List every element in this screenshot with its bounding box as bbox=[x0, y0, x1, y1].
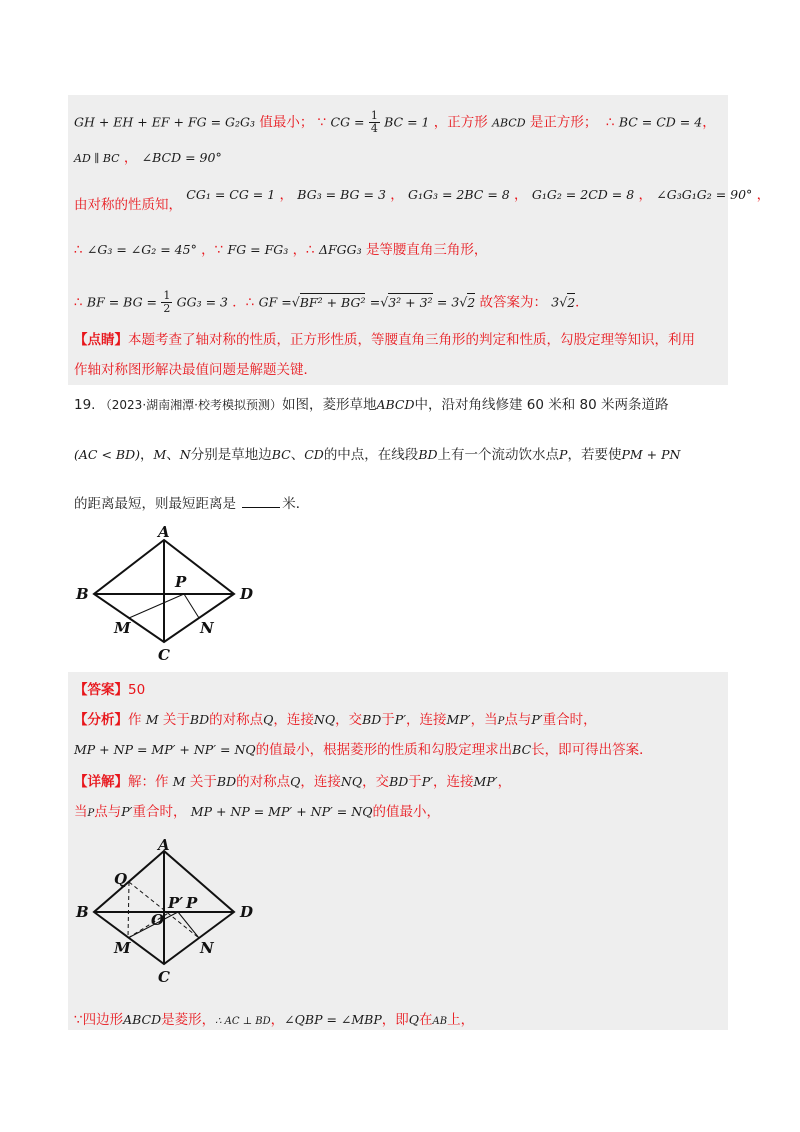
text: ，若要使 bbox=[567, 447, 622, 463]
text: ，连接 bbox=[433, 774, 474, 790]
text: 当 bbox=[74, 804, 88, 820]
vertex-a-label: A bbox=[158, 523, 170, 541]
answer-line bbox=[74, 680, 145, 700]
point-p-label: P bbox=[175, 573, 187, 591]
math-expr: BC bbox=[271, 447, 291, 462]
math-expr: G₁G₃ = 2BC = 8 bbox=[408, 187, 510, 202]
vertex-b-label: B bbox=[76, 585, 89, 603]
math-expr: 3² + 3² bbox=[388, 294, 433, 310]
sol-line-3 bbox=[74, 185, 771, 213]
math-expr: BF² + BG² bbox=[299, 294, 366, 310]
sol-line-2 bbox=[74, 148, 222, 169]
text: 的对称点 bbox=[236, 774, 291, 790]
separator: ， bbox=[514, 187, 528, 203]
math-expr: BC bbox=[512, 742, 532, 757]
text: 关于 bbox=[189, 774, 217, 790]
text: 上， bbox=[447, 1012, 475, 1028]
sol-line-1 bbox=[74, 110, 716, 135]
sqrt-sign: √ bbox=[459, 294, 468, 310]
text: ，∵ bbox=[201, 242, 224, 258]
question-line-3 bbox=[74, 494, 309, 514]
math-expr: BD bbox=[189, 712, 210, 727]
math-expr: Q bbox=[290, 774, 301, 789]
text: 的值最小， bbox=[372, 804, 440, 820]
text: ， bbox=[270, 1012, 285, 1028]
text: ，即 bbox=[381, 1012, 409, 1028]
text: 点与 bbox=[504, 712, 532, 728]
text: 解：作 bbox=[128, 774, 169, 790]
math-expr: P bbox=[559, 447, 568, 462]
segment-pm bbox=[129, 594, 184, 618]
vertex-c-label: C bbox=[158, 968, 170, 986]
math-expr: ABCD bbox=[376, 397, 415, 412]
math-expr: (AC < BD) bbox=[74, 447, 140, 462]
math-expr: BD bbox=[216, 774, 237, 789]
sol-line-5 bbox=[74, 290, 589, 315]
segment-pn bbox=[184, 594, 199, 618]
question-number: 19. bbox=[74, 397, 96, 413]
analysis-line-2 bbox=[74, 740, 653, 760]
point-o-label: O bbox=[151, 911, 165, 929]
math-expr: M bbox=[172, 774, 186, 789]
text: ，连接 bbox=[406, 712, 447, 728]
point-m-label: M bbox=[114, 939, 131, 957]
text: 分别是草地边 bbox=[190, 447, 272, 463]
detail-line-2 bbox=[74, 802, 440, 824]
math-expr: = 3 bbox=[436, 294, 460, 310]
math-expr: MP′ bbox=[473, 774, 498, 789]
math-expr: ∠G₃G₁G₂ = 90° bbox=[656, 187, 753, 202]
math-expr: CD bbox=[304, 447, 324, 462]
math-expr: BC = 1 bbox=[384, 114, 430, 130]
detail-line-1 bbox=[74, 772, 511, 792]
math-expr: M bbox=[153, 447, 167, 462]
sqrt-sign: √ bbox=[291, 294, 300, 310]
math-expr: 2 bbox=[467, 294, 476, 310]
rhombus-figure-2 bbox=[72, 836, 272, 986]
math-expr: NQ bbox=[340, 774, 363, 789]
text: 、 bbox=[290, 447, 305, 463]
comment-tag: 【点睛】 bbox=[74, 332, 128, 348]
analysis-tag: 【分析】 bbox=[74, 712, 128, 728]
sqrt-sign: √ bbox=[380, 294, 389, 310]
answer-tag: 【答案】 bbox=[74, 682, 128, 698]
math-expr: PM + PN bbox=[621, 447, 681, 462]
answer-value: 50 bbox=[128, 682, 146, 698]
text: 本题考查了轴对称的性质，正方形性质，等腰直角三角形的判定和性质，勾股定理等知识，利用 bbox=[128, 332, 695, 348]
math-expr: GF = bbox=[258, 294, 292, 310]
math-expr: GH + EH + EF + FG = G₂G₃ bbox=[74, 114, 256, 130]
math-expr: P′ bbox=[121, 804, 133, 819]
answer-expr: 3 bbox=[551, 294, 560, 310]
text: 故答案为： bbox=[479, 294, 547, 311]
denominator: 2 bbox=[163, 302, 171, 315]
text: ，正方形 bbox=[433, 114, 488, 131]
numerator: 1 bbox=[370, 109, 378, 122]
math-expr: BG₃ = BG = 3 bbox=[297, 187, 386, 202]
question-line-2 bbox=[74, 445, 680, 465]
detail-line-3 bbox=[74, 1010, 474, 1032]
math-expr: ∠QBP = ∠MBP bbox=[284, 1012, 382, 1027]
segment-qm-dashed bbox=[128, 882, 129, 938]
math-expr: BF = BG = bbox=[86, 294, 158, 310]
math-expr: P′ bbox=[394, 712, 407, 727]
math-expr: P′ bbox=[421, 774, 434, 789]
text: 重合时， bbox=[542, 712, 597, 728]
math-expr: BD bbox=[389, 774, 409, 789]
vertex-a-label: A bbox=[158, 836, 170, 854]
rhombus-figure-1 bbox=[72, 522, 272, 672]
math-expr: M bbox=[145, 712, 159, 727]
text: ． bbox=[575, 294, 589, 311]
math-expr: P′ bbox=[531, 712, 543, 727]
text: ，交 bbox=[335, 712, 363, 728]
text: ， bbox=[702, 114, 716, 131]
text: ，交 bbox=[362, 774, 390, 790]
math-expr: CG₁ = CG = 1 bbox=[186, 187, 276, 202]
separator: ， bbox=[390, 187, 404, 203]
point-m-label: M bbox=[114, 619, 131, 637]
text: 上有一个流动饮水点 bbox=[437, 447, 560, 463]
sol-line-7 bbox=[74, 360, 317, 380]
text: 中，沿对角线修建 60 米和 80 米两条道路 bbox=[414, 397, 669, 413]
math-expr: AD ∥ BC bbox=[74, 152, 120, 165]
text: 的中点，在线段 bbox=[323, 447, 419, 463]
point-p-label: P bbox=[186, 894, 198, 912]
point-p-prime-label: P′ bbox=[168, 894, 184, 912]
math-expr: BD bbox=[418, 447, 438, 462]
math-expr: NQ bbox=[313, 712, 336, 727]
text: 是菱形， bbox=[161, 1012, 216, 1028]
text: 的对称点 bbox=[209, 712, 264, 728]
point-n-label: N bbox=[200, 939, 214, 957]
text: ，连接 bbox=[300, 774, 341, 790]
because-symbol: ∵ bbox=[317, 114, 327, 131]
text: 、 bbox=[166, 447, 180, 463]
math-expr: P bbox=[87, 808, 95, 819]
text: 米． bbox=[282, 496, 310, 512]
point-q-label: Q bbox=[114, 870, 128, 888]
text: 如图，菱形草地 bbox=[281, 397, 377, 413]
text: 重合时， bbox=[132, 804, 187, 820]
vertex-b-label: B bbox=[76, 903, 89, 921]
text: ， bbox=[123, 150, 138, 166]
math-expr: ABCD bbox=[123, 1012, 162, 1027]
math-expr: ∠G₃ = ∠G₂ = 45° bbox=[86, 242, 197, 257]
segment-pn bbox=[178, 912, 199, 938]
separator: ， bbox=[279, 187, 293, 203]
math-expr: MP + NP = MP′ + NP′ = NQ bbox=[190, 804, 373, 819]
text: ， bbox=[497, 774, 512, 790]
text: 作 bbox=[128, 712, 142, 728]
math-expr: N bbox=[179, 447, 191, 462]
text: ．∴ bbox=[232, 294, 255, 311]
text: ，连接 bbox=[273, 712, 314, 728]
therefore-symbol: ∴ bbox=[74, 242, 83, 258]
text: 的距离最短，则最短距离是 bbox=[74, 496, 236, 512]
text: 于 bbox=[381, 712, 395, 728]
denominator: 4 bbox=[370, 122, 378, 135]
math-expr: ABCD bbox=[492, 116, 526, 130]
math-expr: Q bbox=[263, 712, 274, 727]
analysis-line-1 bbox=[74, 710, 597, 732]
vertex-c-label: C bbox=[158, 646, 170, 664]
numerator: 1 bbox=[163, 289, 171, 302]
text: 的值最小，根据菱形的性质和勾股定理求出 bbox=[255, 742, 513, 758]
text: 是等腰直角三角形， bbox=[365, 242, 488, 258]
math-expr: CG = bbox=[330, 114, 365, 130]
text: 是正方形； bbox=[529, 114, 598, 131]
math-expr: G₁G₂ = 2CD = 8 bbox=[531, 187, 635, 202]
math-expr: MP′ bbox=[446, 712, 471, 727]
math-expr: BC = CD = 4 bbox=[618, 114, 703, 130]
fraction bbox=[161, 290, 172, 315]
separator: ， bbox=[638, 187, 652, 203]
math-expr: GG₃ = 3 bbox=[176, 294, 228, 310]
math-expr: FG = FG₃ bbox=[227, 242, 289, 257]
question-line-1 bbox=[74, 395, 669, 415]
math-expr: BD bbox=[362, 712, 382, 727]
text: 在 bbox=[419, 1012, 433, 1028]
math-expr: MP + NP = MP′ + NP′ = NQ bbox=[74, 742, 256, 757]
text: 于 bbox=[408, 774, 422, 790]
point-n-label: N bbox=[200, 619, 214, 637]
fraction bbox=[369, 110, 380, 135]
vertex-d-label: D bbox=[240, 903, 254, 921]
detail-tag: 【详解】 bbox=[74, 774, 128, 790]
text: 作轴对称图形解决最值问题是解题关键． bbox=[74, 362, 317, 378]
answer-expr: 2 bbox=[567, 294, 576, 310]
math-expr: ∴ AC ⊥ BD bbox=[215, 1016, 271, 1027]
text: 关于 bbox=[162, 712, 190, 728]
math-expr: ∠BCD = 90° bbox=[141, 150, 222, 165]
sol-line-4 bbox=[74, 240, 487, 260]
math-expr: AB bbox=[432, 1016, 448, 1027]
question-source: （2023·湖南湘潭·校考模拟预测） bbox=[99, 398, 282, 412]
because-symbol: ∵ bbox=[74, 1012, 83, 1028]
answer-blank bbox=[242, 495, 280, 508]
text: 值最小； bbox=[259, 114, 314, 131]
math-expr: P bbox=[497, 716, 505, 727]
therefore-symbol: ∴ bbox=[74, 294, 83, 311]
math-expr: = bbox=[369, 294, 381, 310]
text: 长，即可得出答案． bbox=[531, 742, 653, 758]
sqrt-sign: √ bbox=[559, 294, 568, 310]
vertex-d-label: D bbox=[240, 585, 254, 603]
text: ， bbox=[139, 447, 154, 463]
text: 点与 bbox=[94, 804, 122, 820]
math-expr: ΔFGG₃ bbox=[318, 242, 362, 257]
therefore-symbol: ∴ bbox=[605, 114, 615, 131]
separator: ， bbox=[756, 187, 771, 203]
text: ，∴ bbox=[292, 242, 315, 258]
text: 四边形 bbox=[82, 1012, 124, 1028]
math-expr: Q bbox=[408, 1012, 420, 1027]
text: 由对称的性质知， bbox=[74, 197, 182, 213]
sol-line-6 bbox=[74, 330, 695, 350]
text: ，当 bbox=[470, 712, 498, 728]
